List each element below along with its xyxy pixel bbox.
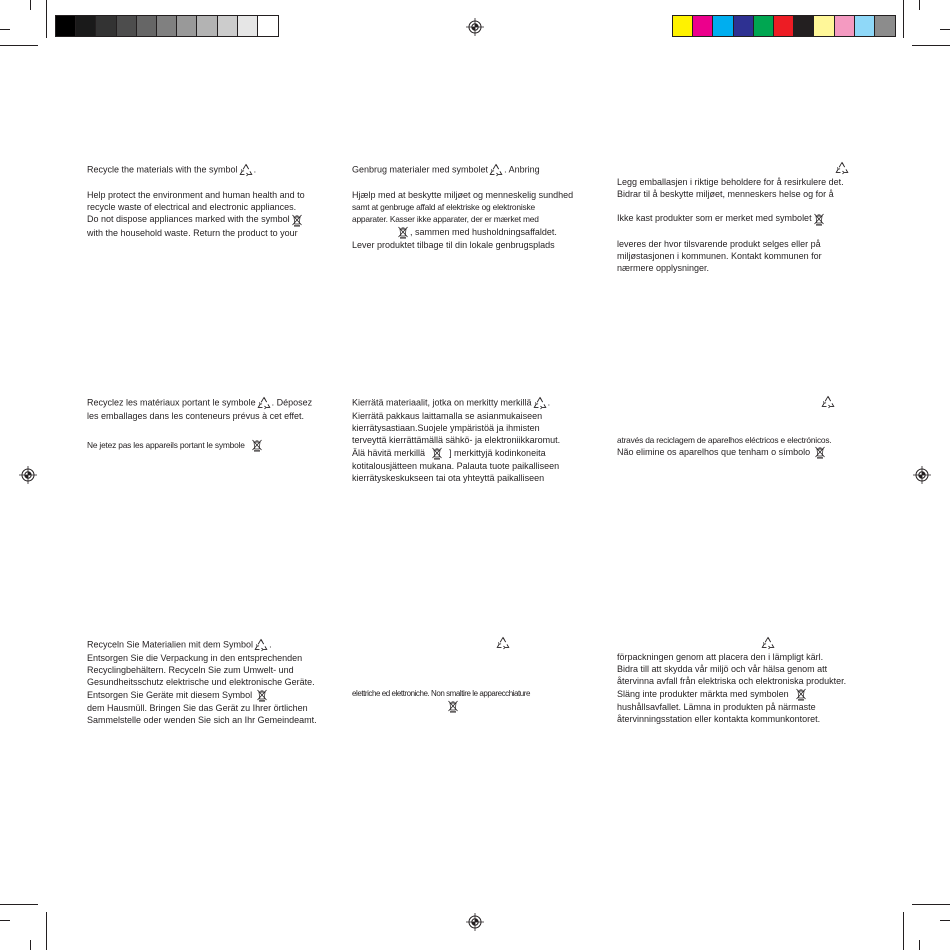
text-block-norwegian [617,176,844,274]
text-line: återvinningsstation eller kontakta kommunkontoret. [617,713,821,724]
text-line: Hjælp med at beskytte miljøet og menneskelig sundhed [352,190,574,200]
color-swatch [137,16,157,36]
crop-mark [919,0,920,10]
recycle-icon [489,163,503,177]
text-line: . Anbring [504,164,540,175]
text-line: ] merkittyjä kodinkoneita [449,447,546,458]
color-swatch [693,16,713,36]
crossed-out-wheelie-bin-icon [397,226,409,239]
recycle-icon [761,636,775,650]
text-line: with the household waste. Return the product to your [87,227,298,238]
text-line: Recyceln Sie Materialien mit dem Symbol [87,639,254,650]
crossed-out-wheelie-bin-icon [251,439,263,452]
text-line: Gesundheitsschutz elektrische und elektronische Geräte. [87,677,315,688]
crop-mark [903,912,904,950]
crop-mark [46,0,47,38]
color-swatch [814,16,834,36]
color-swatch [835,16,855,36]
crossed-out-wheelie-bin-icon [291,214,303,227]
text-block-german [87,638,317,726]
text-line: Kierrätä materiaalit, jotka on merkitty merkillä [352,397,532,408]
recycle-icon [533,396,547,410]
text-block-finnish [352,396,560,484]
text-line: através da reciclagem de aparelhos eléctricos e electrónicos. [617,435,832,445]
text-line: miljøstasjonen i kommunen. Kontakt kommunen for [617,250,822,261]
crop-mark [0,29,10,30]
color-swatch [197,16,217,36]
text-line: Legg emballasjen i riktige beholdere for å resirkulere det. [617,177,844,187]
text-block-portuguese [617,434,832,459]
text-line: Do not dispose appliances marked with the symbol [87,214,290,225]
text-line: samt at genbruge affald af elektriske og elektroniske [352,202,535,213]
crossed-out-wheelie-bin-icon [814,446,826,459]
text-line: kierrätyskeskukseen tai ota yhteyttä paikalliseen [352,472,545,483]
text-line: Não elimine os aparelhos que tenham o símbolo [617,447,811,458]
crop-mark [46,912,47,950]
crop-mark [30,940,31,950]
process-color-bar [672,15,896,37]
text-block-english [87,163,305,239]
text-block-french [87,396,312,452]
text-line: . [547,397,551,408]
registration-mark-icon [466,18,484,36]
text-line: Entsorgen Sie Geräte mit diesem Symbol [87,689,253,700]
recycle-icon [821,395,835,409]
color-swatch [794,16,814,36]
crossed-out-wheelie-bin-icon [256,689,268,702]
recycle-icon [239,163,253,177]
crop-mark [0,904,38,905]
text-line: les emballages dans les conteneurs prévus à cet effet. [87,411,304,421]
color-swatch [258,16,278,36]
recycle-icon [254,638,268,652]
text-line: Släng inte produkter märkta med symbolen [617,688,789,699]
color-swatch [56,16,76,36]
color-swatch [754,16,774,36]
color-swatch [238,16,258,36]
color-swatch [218,16,238,36]
text-line: elettriche ed elettroniche. Non smaltire le apparecchiature [352,689,531,698]
text-line: Entsorgen Sie die Verpackung in den entsprechenden [87,653,303,663]
text-line: återvinna avfall från elektriska och elektroniska produkter. [617,676,847,687]
grayscale-color-bar [55,15,279,37]
text-line: recycle waste of electrical and electronic appliances. [87,202,297,213]
text-line: dem Hausmüll. Bringen Sie das Gerät zu Ihrer örtlichen [87,702,308,713]
text-line: apparater. Kasser ikke apparater, der er mærket med [352,214,539,225]
text-block-danish [352,163,573,251]
crop-mark [0,45,38,46]
text-line: Recyclez les matériaux portant le symbole [87,397,256,408]
text-line: Kierrätä pakkaus laittamalla se asianmukaiseen [352,411,543,421]
text-line: Sammelstelle oder wenden Sie sich an Ihr Gemeindeamt. [87,714,317,725]
text-line: terveyttä kierrättämällä sähkö- ja elektroniikkaromut. [352,435,561,446]
text-line: Genbrug materialer med symbolet [352,164,489,175]
color-swatch [875,16,895,36]
text-line: Recycle the materials with the symbol [87,164,238,175]
color-swatch [713,16,733,36]
text-line: förpackningen genom att placera den i lämpligt kärl. [617,652,824,662]
registration-mark-icon [19,466,37,484]
text-line: . Déposez [271,397,313,408]
crossed-out-wheelie-bin-icon [795,688,807,701]
registration-mark-icon [466,913,484,931]
text-line: Bidrar til å beskytte miljøet, menneskers helse og for å [617,189,834,200]
crop-mark [903,0,904,38]
crop-mark [0,920,10,921]
crop-mark [940,920,950,921]
crop-mark [919,940,920,950]
color-swatch [117,16,137,36]
text-line: Help protect the environment and human health and to [87,190,305,200]
crop-mark [912,904,950,905]
color-swatch [734,16,754,36]
crossed-out-wheelie-bin-icon [431,447,443,460]
text-block-italian [352,688,530,713]
crop-mark [912,45,950,46]
text-line: Bidra till att skydda vår miljö och vår hälsa genom att [617,664,828,675]
text-line: Lever produktet tilbage til din lokale genbrugsplads [352,239,555,250]
color-swatch [774,16,794,36]
text-block-swedish [617,651,846,725]
color-swatch [855,16,875,36]
crossed-out-wheelie-bin-icon [813,213,825,226]
recycle-icon [835,161,849,175]
text-line: nærmere opplysninger. [617,262,710,273]
recycle-icon [257,396,271,410]
text-line: Ikke kast produkter som er merket med symbolet [617,213,812,224]
color-swatch [96,16,116,36]
text-line: . [253,164,257,175]
text-line: Recyclingbehältern. Recyceln Sie zum Umwelt- und [87,665,294,676]
text-line: , sammen med husholdningsaffaldet. [410,226,557,237]
text-line: hushållsavfallet. Lämna in produkten på närmaste [617,701,816,712]
text-line: kierrätysastiaan.Suojele ympäristöä ja ihmisten [352,423,540,434]
color-swatch [76,16,96,36]
registration-mark-icon [913,466,931,484]
text-line: Ne jetez pas les appareils portant le symbole [87,440,245,451]
text-line: leveres der hvor tilsvarende produkt selges eller på [617,238,821,249]
crossed-out-wheelie-bin-icon [447,700,459,713]
crop-mark [30,0,31,10]
text-line: kotitalousjätteen mukana. Palauta tuote paikalliseen [352,460,560,471]
recycle-icon [496,636,510,650]
text-line: Älä hävitä merkillä [352,447,426,458]
crop-mark [940,29,950,30]
text-line: . [269,639,272,650]
color-swatch [157,16,177,36]
color-swatch [673,16,693,36]
color-swatch [177,16,197,36]
